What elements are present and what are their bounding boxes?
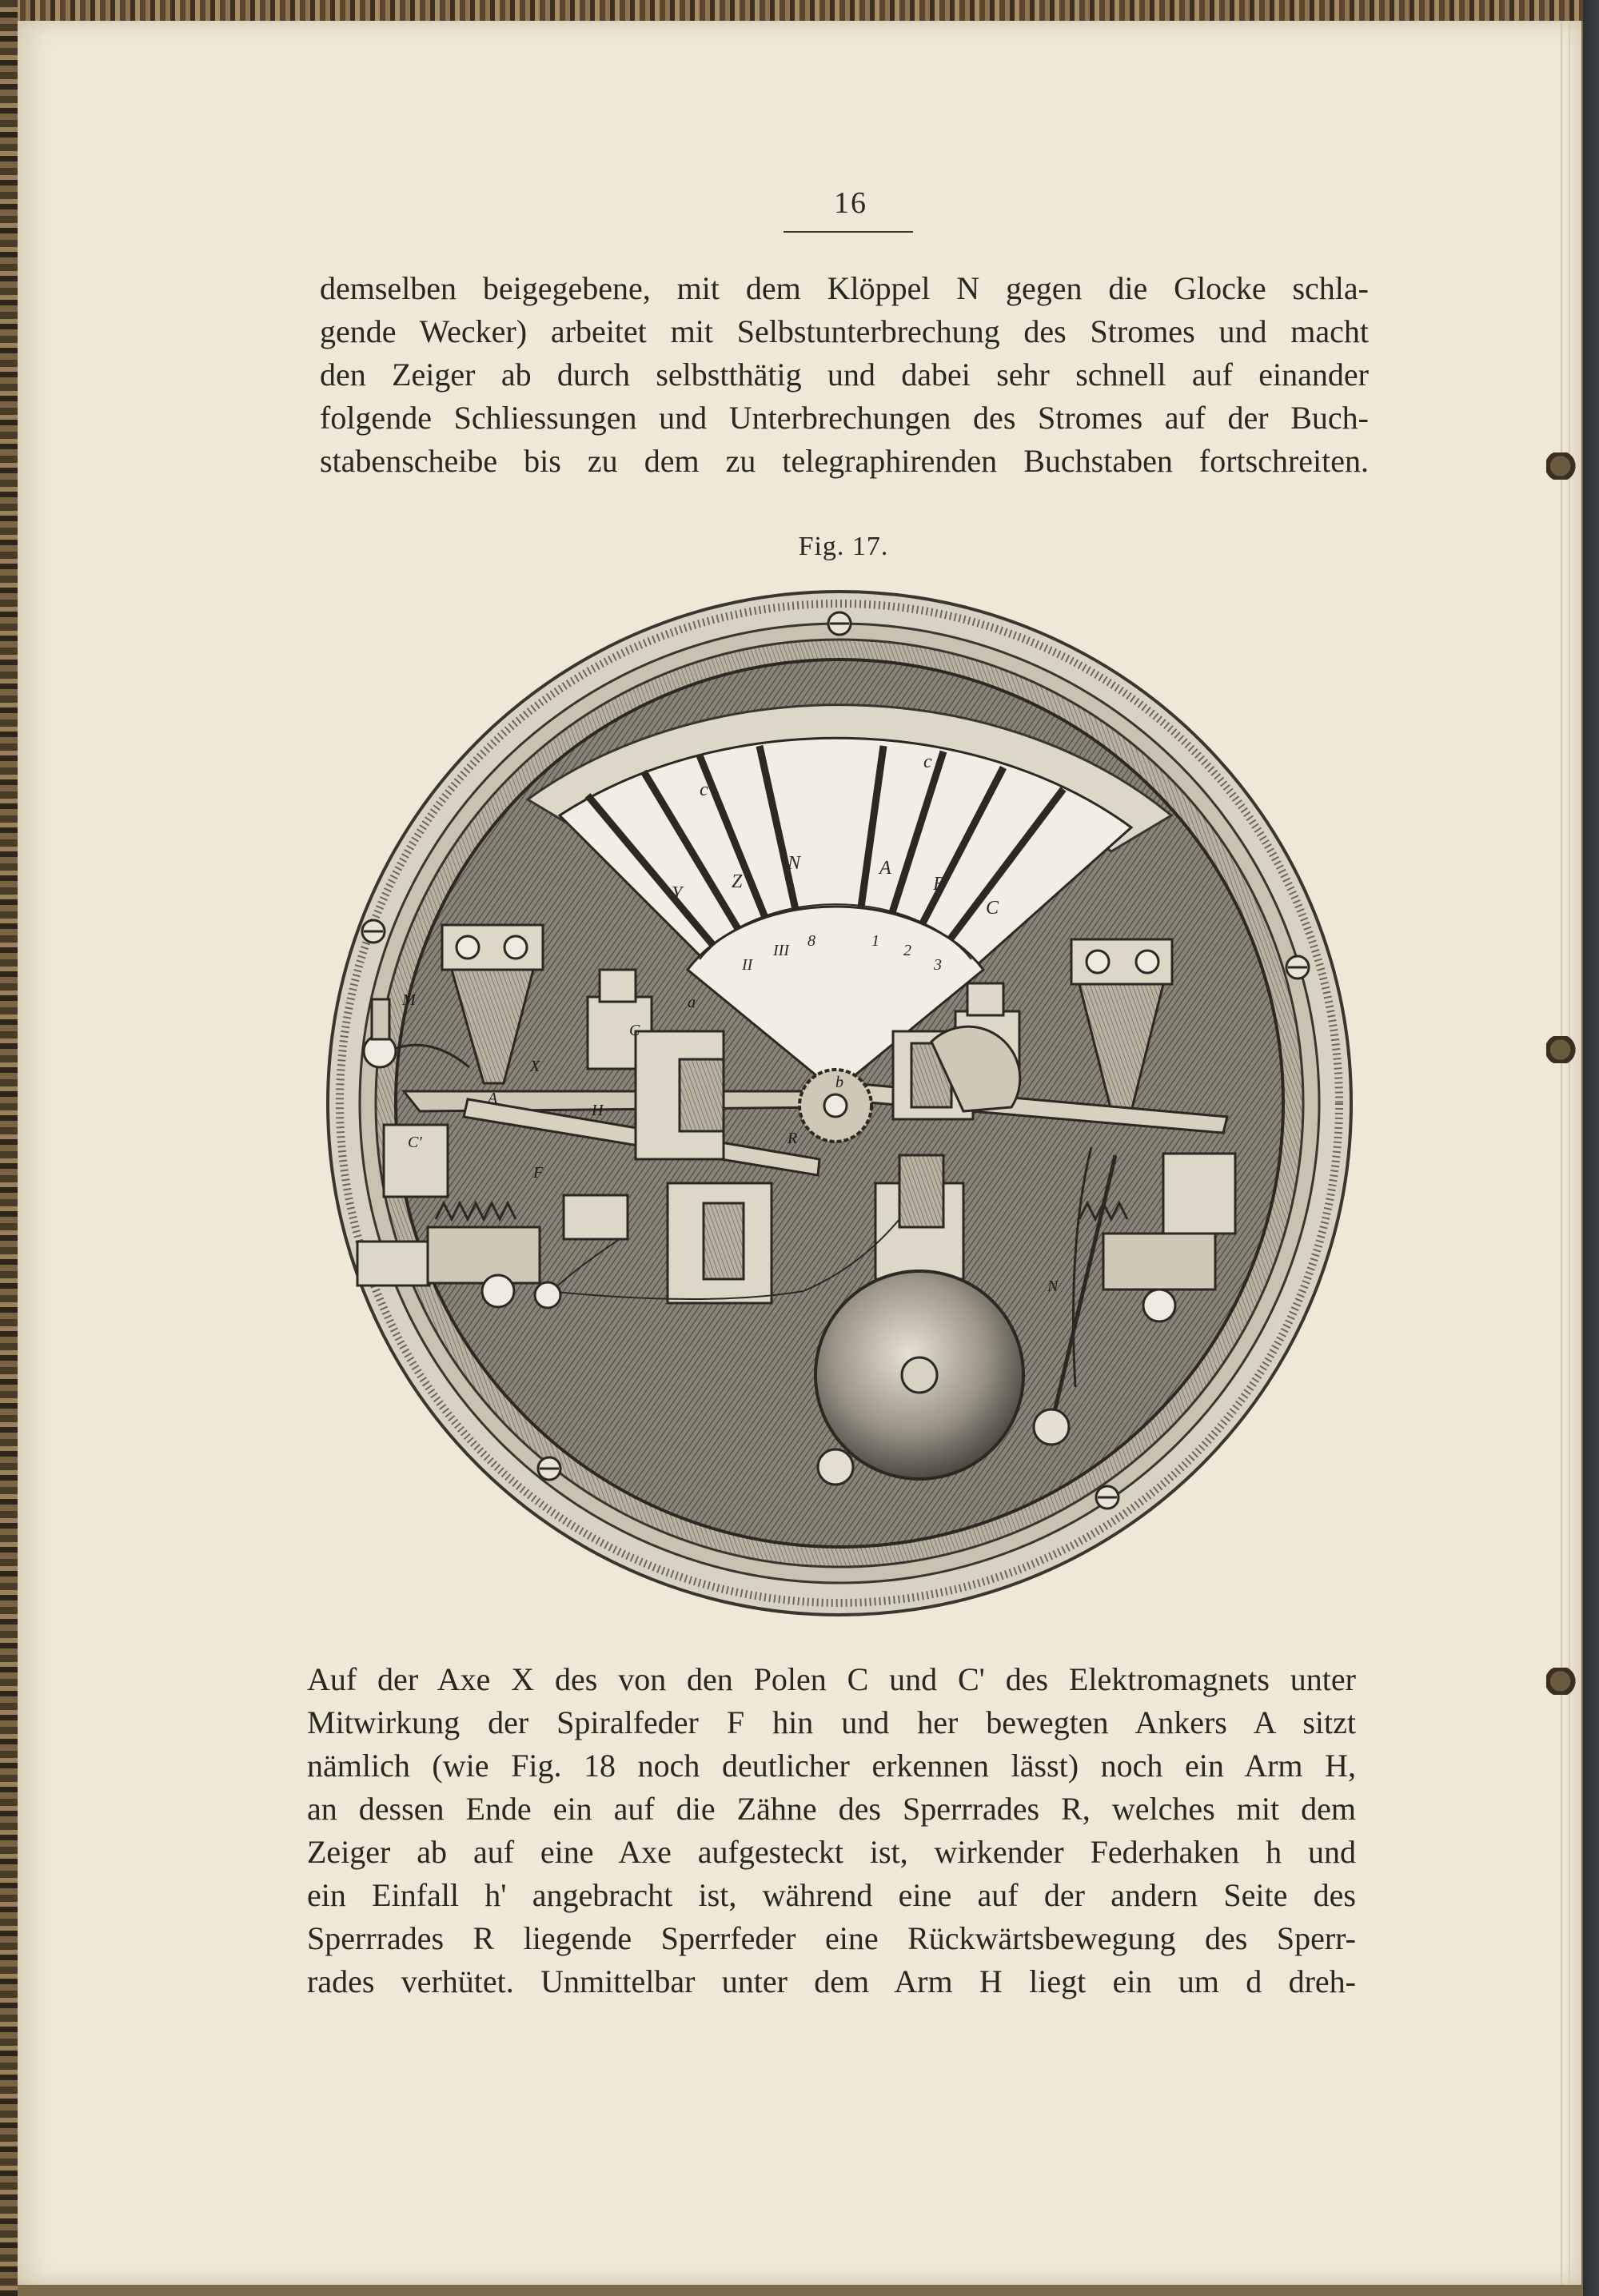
- dial-number: II: [742, 956, 753, 974]
- page-number: 16: [834, 186, 867, 220]
- text-line: ein Einfall h' angebracht ist, während eine auf der andern Seite des: [307, 1877, 1356, 1913]
- text-line: stabenscheibe bis zu dem zu telegraphirenden Buchstaben fortschreiten.: [320, 443, 1369, 479]
- page-number-rule: [784, 231, 913, 233]
- dial-number: 3: [934, 956, 942, 974]
- dial-letter: N: [788, 853, 801, 874]
- book-board-left: [0, 0, 18, 2296]
- page-edge: [1561, 21, 1570, 2285]
- text-line: den Zeiger ab durch selbstthätig und dabei sehr schnell auf einander: [320, 357, 1369, 393]
- dial-letter: Y: [672, 883, 683, 904]
- text-line: rades verhütet. Unmittelbar unter dem Arm H liegt ein um d dreh-: [307, 1963, 1356, 1999]
- paragraph-bottom: [307, 1658, 1356, 2003]
- binding-clip-icon: [1546, 1668, 1581, 1695]
- dial-letter: A: [879, 858, 891, 879]
- text-line: demselben beigegebene, mit dem Klöppel N gegen die Glocke schla-: [320, 270, 1369, 306]
- binding-clip-icon: [1546, 452, 1581, 480]
- figure-telegraph-dial: [324, 588, 1355, 1619]
- figure-caption: Fig. 17.: [798, 532, 889, 561]
- binding-clip-icon: [1546, 1036, 1581, 1063]
- dial-letter: Z: [732, 871, 743, 892]
- part-label: A: [488, 1090, 498, 1107]
- part-label: X: [530, 1058, 540, 1075]
- part-label: b: [835, 1074, 843, 1091]
- part-label: C': [408, 1134, 422, 1151]
- book-board-top: [0, 0, 1599, 21]
- part-label: N: [1047, 1278, 1059, 1295]
- engraving-illustration: [324, 588, 1355, 1619]
- paragraph-top: [320, 267, 1369, 483]
- dial-number: 1: [871, 932, 879, 950]
- dial-number: III: [773, 942, 789, 959]
- part-label: a: [688, 994, 696, 1011]
- text-line: folgende Schliessungen und Unterbrechungen des Stromes auf der Buch-: [320, 400, 1369, 436]
- dial-number: 2: [903, 942, 911, 959]
- part-label: M: [402, 991, 416, 1009]
- dial-letter: c: [700, 779, 708, 800]
- text-line: Auf der Axe X des von den Polen C und C' des Elektromagnets unter: [307, 1661, 1356, 1697]
- dial-letter: C: [986, 898, 999, 919]
- text-line: nämlich (wie Fig. 18 noch deutlicher erkennen lässt) noch ein Arm H,: [307, 1748, 1356, 1784]
- part-label: C: [629, 1022, 640, 1039]
- part-label: R: [788, 1130, 798, 1147]
- text-line: an dessen Ende ein auf die Zähne des Sperrrades R, welches mit dem: [307, 1791, 1356, 1827]
- dial-number: 8: [807, 932, 815, 950]
- text-line: Zeiger ab auf eine Axe aufgesteckt ist, wirkender Federhaken h und: [307, 1834, 1356, 1870]
- text-line: gende Wecker) arbeitet mit Selbstunterbrechung des Stromes und macht: [320, 313, 1369, 349]
- part-label: H: [592, 1102, 604, 1119]
- book-board-right: [1583, 0, 1599, 2296]
- part-label: F: [533, 1164, 544, 1182]
- dial-letter: c: [923, 751, 932, 772]
- text-line: Sperrrades R liegende Sperrfeder eine Rückwärtsbewegung des Sperr-: [307, 1920, 1356, 1956]
- text-line: Mitwirkung der Spiralfeder F hin und her bewegten Ankers A sitzt: [307, 1704, 1356, 1740]
- dial-letter: B: [933, 874, 945, 895]
